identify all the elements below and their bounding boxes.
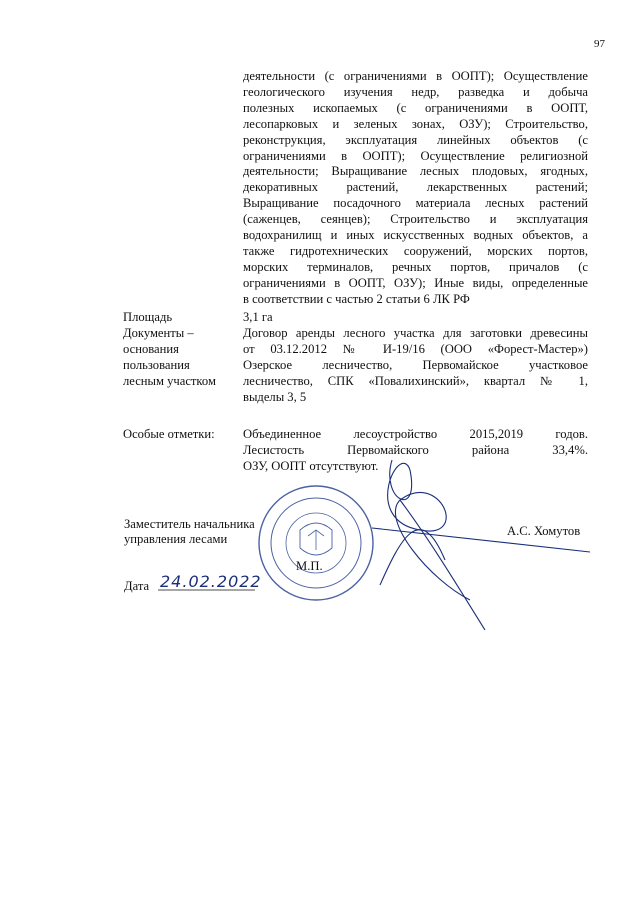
- uses-line: водохранилищ и иных искусственных водных объектов, а: [243, 228, 588, 243]
- signer-name: А.С. Хомутов: [507, 524, 581, 538]
- uses-line: в соответствии с частью 2 статьи 6 ЛК РФ: [243, 291, 470, 306]
- uses-line: полезных ископаемых (с ограничениями в ООПТ,: [243, 100, 588, 115]
- uses-line: также гидротехнических сооружений, морских портов,: [243, 243, 588, 258]
- date-label: Дата: [124, 579, 150, 593]
- uses-line: ограничениями в ООПТ, ОЗУ); Иные виды, определенные: [243, 275, 588, 290]
- notes-value-line: Объединенное лесоустройство 2015,2019 годов.: [243, 427, 588, 441]
- documents-label-line: основания: [123, 341, 179, 356]
- signer-title-line: Заместитель начальника: [124, 517, 255, 531]
- area-value: 3,1 га: [243, 310, 273, 324]
- signer-title: [124, 517, 255, 547]
- documents-value-line: лесничество, СПК «Повалихинский», квартал № 1,: [243, 373, 588, 388]
- documents-label-line: пользования: [123, 357, 190, 372]
- date-value: 24.02.2022: [160, 572, 262, 591]
- uses-line: (саженцев, сеянцев); Строительство и эксплуатация: [243, 212, 588, 227]
- documents-value-line: Договор аренды лесного участка для заготовки древесины: [243, 326, 588, 340]
- documents-label-line: лесным участком: [123, 373, 216, 388]
- notes-value-line: ОЗУ, ООПТ отсутствуют.: [243, 458, 379, 473]
- uses-line: деятельности; Выращивание лесных плодовых, ягодных,: [243, 164, 588, 179]
- notes-value-line: Лесистость Первомайского района 33,4%.: [243, 442, 588, 457]
- uses-line: Выращивание посадочного материала лесных растений: [243, 196, 588, 211]
- uses-line: лесопарковых и зеленых зонах, ОЗУ); Строительство,: [243, 116, 588, 131]
- uses-line: геологического изучения недр, разведка и добыча: [243, 84, 588, 99]
- uses-line: морских терминалов, речных портов, причалов (с: [243, 259, 588, 274]
- documents-value-line: выделы 3, 5: [243, 389, 307, 404]
- uses-line: ограничениями в ООПТ); Осуществление религиозной: [243, 148, 588, 163]
- stamp-place-label: М.П.: [296, 559, 323, 573]
- documents-label-line: Документы –: [123, 326, 194, 340]
- official-stamp: [259, 486, 373, 600]
- notes-label: Особые отметки:: [123, 427, 215, 441]
- uses-line: реконструкция, эксплуатация линейных объектов (с: [243, 132, 588, 147]
- documents-value-line: Озерское лесничество, Первомайское участковое: [243, 357, 588, 372]
- uses-line: декоративных растений, лекарственных растений;: [243, 180, 588, 195]
- page-number: 97: [594, 38, 605, 50]
- uses-line: деятельности (с ограничениями в ООПТ); Осуществление: [243, 69, 588, 83]
- signature-scribble: [372, 460, 590, 630]
- area-label: Площадь: [123, 310, 173, 324]
- signer-title-line: управления лесами: [124, 532, 228, 546]
- documents-value-line: от 03.12.2012 № И-19/16 (ООО «Форест-Мастер»): [243, 341, 588, 356]
